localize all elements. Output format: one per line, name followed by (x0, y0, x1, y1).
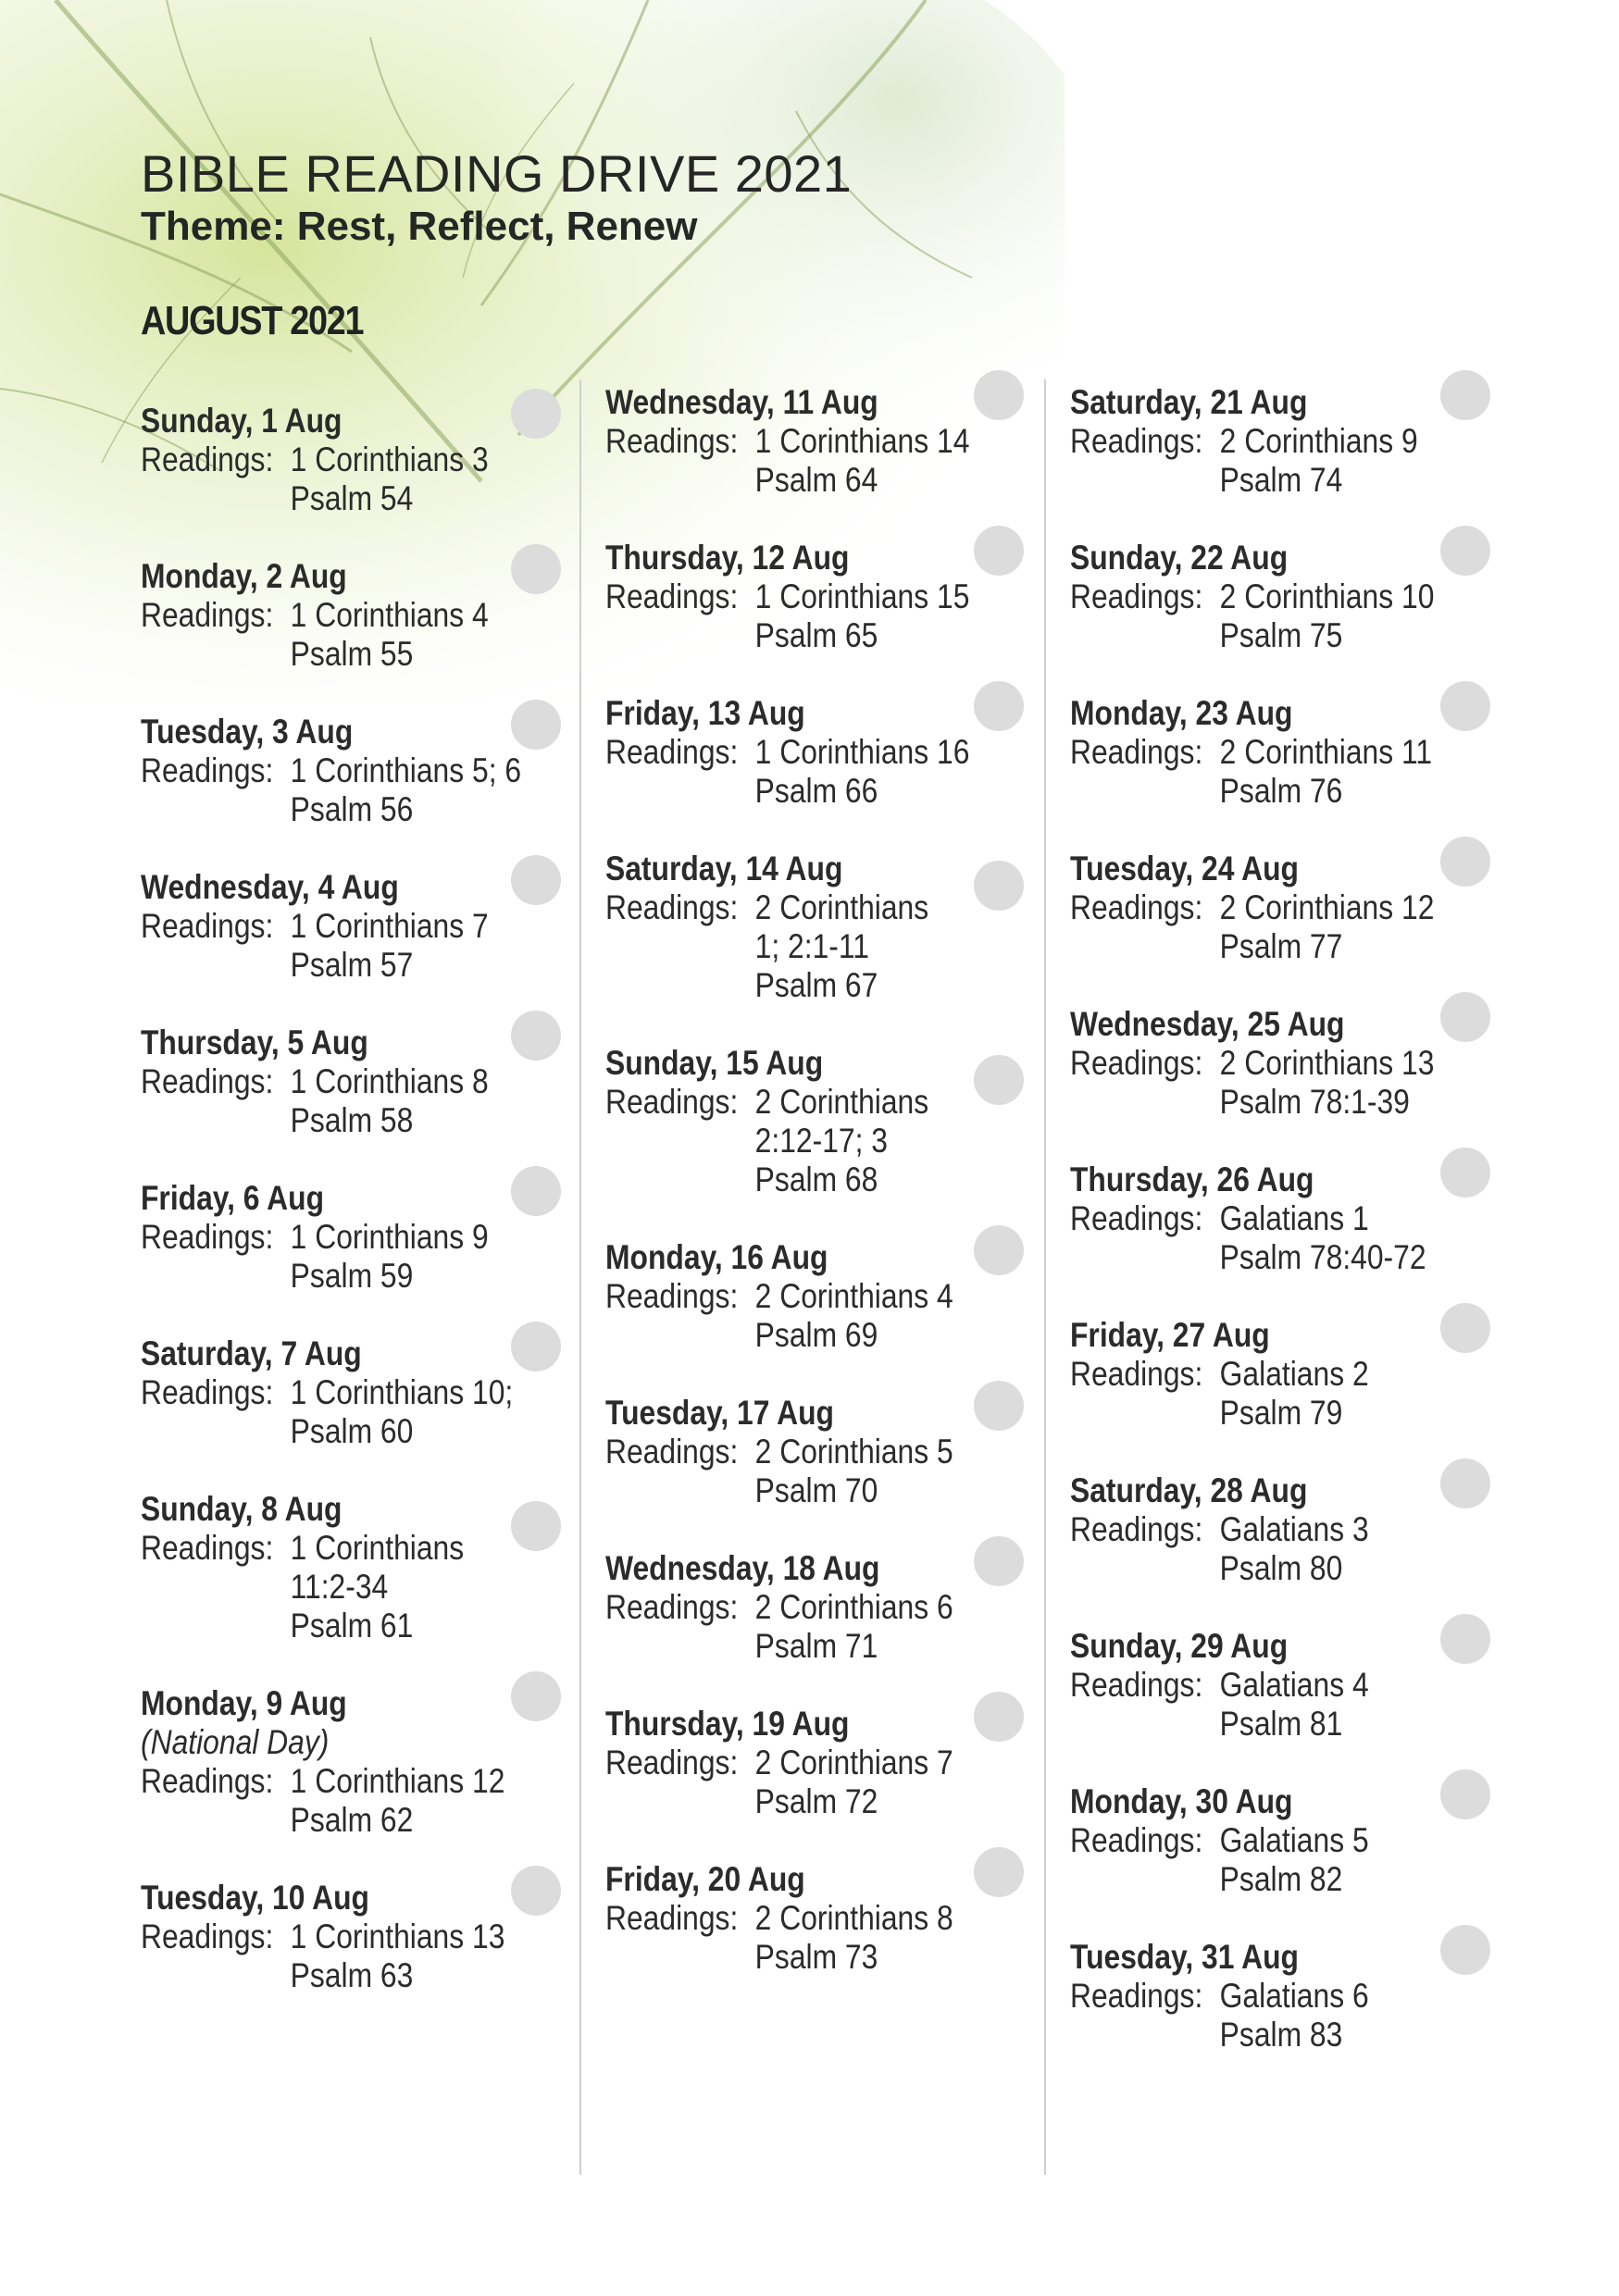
day-heading: Monday, 16 Aug (605, 1238, 828, 1276)
day-heading: Sunday, 8 Aug (141, 1490, 342, 1528)
completion-checkbox[interactable] (1440, 1458, 1490, 1508)
day-heading: Sunday, 22 Aug (1070, 539, 1289, 577)
reading-line (605, 888, 988, 927)
reading-text: Galatians 6 (1219, 1977, 1369, 2015)
reading-continuation: Psalm 67 (754, 966, 878, 1004)
day-heading: Wednesday, 18 Aug (605, 1549, 880, 1587)
readings-label: Readings: (1070, 888, 1203, 926)
reading-line (1070, 1199, 1452, 1238)
readings-label: Readings: (1070, 1510, 1203, 1548)
reading-entry (605, 1394, 1050, 1510)
completion-checkbox[interactable] (974, 1536, 1024, 1586)
readings-label: Readings: (605, 1588, 739, 1626)
readings-label: Readings: (605, 1083, 739, 1121)
reading-text: 1 Corinthians 9 (290, 1218, 489, 1256)
reading-entry (141, 1179, 585, 1296)
reading-line (1070, 1355, 1452, 1394)
reading-text: 1 Corinthians 12 (290, 1762, 505, 1800)
reading-entry (605, 1044, 1050, 1199)
reading-continuation: Psalm 75 (1219, 616, 1343, 654)
reading-line (605, 577, 988, 616)
reading-text: 1 Corinthians 4 (290, 596, 489, 634)
completion-checkbox[interactable] (1440, 370, 1490, 420)
completion-checkbox[interactable] (974, 1847, 1024, 1897)
day-heading: Friday, 13 Aug (605, 694, 805, 732)
reading-continuation: Psalm 70 (754, 1471, 878, 1509)
day-heading: Wednesday, 11 Aug (605, 383, 878, 421)
day-heading: Saturday, 14 Aug (605, 850, 843, 887)
reading-entry (141, 402, 585, 518)
reading-continuation: Psalm 62 (290, 1801, 414, 1839)
completion-checkbox[interactable] (1440, 1614, 1490, 1664)
reading-line (1070, 1977, 1452, 2016)
reading-line (605, 1433, 988, 1471)
reading-entry (1070, 850, 1514, 966)
reading-entry (1070, 1316, 1514, 1433)
day-heading: Sunday, 15 Aug (605, 1044, 824, 1082)
reading-continuation: Psalm 56 (290, 790, 414, 828)
reading-continuation: Psalm 54 (290, 479, 414, 517)
reading-continuation: Psalm 77 (1219, 927, 1343, 965)
reading-text: 2 Corinthians 10 (1219, 577, 1435, 615)
completion-checkbox[interactable] (974, 681, 1024, 731)
readings-label: Readings: (605, 577, 739, 615)
day-heading: Saturday, 7 Aug (141, 1334, 362, 1372)
readings-label: Readings: (141, 1917, 274, 1955)
reading-continuation: Psalm 74 (1219, 461, 1343, 499)
readings-label: Readings: (141, 1062, 274, 1100)
reading-continuation: Psalm 58 (290, 1101, 414, 1139)
completion-checkbox[interactable] (974, 1225, 1024, 1275)
readings-label: Readings: (1070, 1044, 1203, 1082)
day-heading: Friday, 20 Aug (605, 1860, 805, 1898)
readings-label: Readings: (605, 733, 739, 771)
reading-continuation: 11:2-34 (290, 1568, 389, 1606)
completion-checkbox[interactable] (511, 700, 561, 750)
day-heading: Wednesday, 25 Aug (1070, 1005, 1345, 1043)
readings-label: Readings: (141, 1218, 274, 1256)
readings-label: Readings: (1070, 1355, 1203, 1393)
reading-line (1070, 1821, 1452, 1860)
completion-checkbox[interactable] (974, 861, 1024, 911)
reading-continuation: Psalm 59 (290, 1257, 414, 1295)
readings-label: Readings: (1070, 1977, 1203, 2015)
reading-continuation: 2:12-17; 3 (754, 1122, 888, 1160)
reading-entry (1070, 1471, 1514, 1588)
completion-checkbox[interactable] (1440, 1925, 1490, 1975)
completion-checkbox[interactable] (511, 1011, 561, 1061)
reading-text: 1 Corinthians 7 (290, 907, 489, 945)
reading-text: Galatians 2 (1219, 1355, 1369, 1393)
reading-entry (1070, 383, 1514, 500)
day-heading: Tuesday, 17 Aug (605, 1394, 834, 1432)
reading-continuation: Psalm 80 (1219, 1549, 1343, 1587)
completion-checkbox[interactable] (511, 1166, 561, 1216)
header (141, 144, 853, 249)
reading-text: 2 Corinthians (754, 1083, 929, 1121)
readings-label: Readings: (141, 907, 274, 945)
reading-text: 2 Corinthians 12 (1219, 888, 1435, 926)
reading-text: 2 Corinthians 4 (754, 1277, 953, 1315)
readings-label: Readings: (605, 1744, 739, 1781)
day-heading: Wednesday, 4 Aug (141, 868, 399, 906)
completion-checkbox[interactable] (1440, 1148, 1490, 1198)
completion-checkbox[interactable] (1440, 1303, 1490, 1353)
reading-entry (141, 1334, 585, 1451)
day-heading: Monday, 23 Aug (1070, 694, 1293, 732)
reading-continuation: Psalm 79 (1219, 1394, 1343, 1432)
reading-continuation: Psalm 78:40-72 (1219, 1238, 1426, 1276)
reading-continuation: Psalm 65 (754, 616, 878, 654)
reading-line (605, 422, 988, 461)
reading-entry (1070, 1160, 1514, 1277)
readings-label: Readings: (141, 596, 274, 634)
reading-line (605, 1744, 988, 1782)
reading-line (141, 1762, 523, 1801)
reading-line (1070, 1044, 1452, 1083)
day-note: (National Day) (141, 1723, 330, 1761)
readings-label: Readings: (141, 751, 274, 789)
reading-entry (605, 1860, 1050, 1977)
reading-line (141, 1529, 523, 1568)
day-heading: Thursday, 19 Aug (605, 1705, 850, 1743)
completion-checkbox[interactable] (1440, 837, 1490, 887)
reading-entry (605, 383, 1050, 500)
readings-label: Readings: (1070, 1199, 1203, 1237)
reading-text: Galatians 1 (1219, 1199, 1369, 1237)
reading-entry (1070, 1938, 1514, 2054)
completion-checkbox[interactable] (511, 1322, 561, 1371)
day-heading: Tuesday, 3 Aug (141, 713, 354, 751)
reading-line (1070, 577, 1452, 616)
reading-line (141, 1917, 523, 1956)
reading-text: Galatians 5 (1219, 1821, 1369, 1859)
completion-checkbox[interactable] (974, 1381, 1024, 1431)
completion-checkbox[interactable] (974, 370, 1024, 420)
readings-label: Readings: (141, 1762, 274, 1800)
reading-continuation: Psalm 64 (754, 461, 878, 499)
reading-entry (605, 694, 1050, 811)
day-heading: Tuesday, 31 Aug (1070, 1938, 1299, 1976)
reading-entry (1070, 539, 1514, 655)
readings-label: Readings: (141, 441, 274, 478)
readings-label: Readings: (605, 1433, 739, 1471)
reading-entry (1070, 1627, 1514, 1744)
reading-entry (141, 557, 585, 674)
day-heading: Friday, 6 Aug (141, 1179, 325, 1217)
reading-line (141, 751, 523, 790)
page-title: BIBLE READING DRIVE 2021 (141, 144, 853, 203)
reading-text: 1 Corinthians 5; 6 (290, 751, 522, 789)
readings-label: Readings: (1070, 733, 1203, 771)
completion-checkbox[interactable] (1440, 1769, 1490, 1819)
day-heading: Thursday, 12 Aug (605, 539, 850, 577)
reading-line (141, 441, 523, 479)
readings-label: Readings: (1070, 422, 1203, 460)
reading-text: 2 Corinthians 13 (1219, 1044, 1435, 1082)
reading-line (1070, 422, 1452, 461)
reading-continuation: Psalm 55 (290, 635, 414, 673)
reading-entry (141, 713, 585, 829)
reading-continuation: Psalm 76 (1219, 772, 1343, 810)
reading-text: 1 Corinthians 10; (290, 1373, 514, 1411)
completion-checkbox[interactable] (511, 1671, 561, 1721)
day-heading: Thursday, 5 Aug (141, 1024, 368, 1061)
day-heading: Monday, 9 Aug (141, 1684, 347, 1722)
reading-continuation: Psalm 81 (1219, 1705, 1343, 1743)
readings-label: Readings: (605, 1277, 739, 1315)
reading-entry (1070, 1005, 1514, 1122)
reading-line (605, 1277, 988, 1316)
reading-text: Galatians 4 (1219, 1666, 1369, 1704)
reading-entry (141, 1024, 585, 1140)
reading-entry (605, 1705, 1050, 1821)
reading-line (1070, 1510, 1452, 1549)
reading-continuation: Psalm 66 (754, 772, 878, 810)
readings-label: Readings: (1070, 1666, 1203, 1704)
reading-entry (141, 1684, 585, 1840)
readings-label: Readings: (605, 888, 739, 926)
readings-label: Readings: (605, 422, 739, 460)
reading-text: 1 Corinthians 3 (290, 441, 489, 478)
reading-line (141, 1218, 523, 1257)
reading-line (1070, 733, 1452, 772)
reading-text: 2 Corinthians 5 (754, 1433, 953, 1471)
reading-continuation: Psalm 61 (290, 1607, 414, 1644)
day-heading: Thursday, 26 Aug (1070, 1160, 1314, 1198)
reading-entry (141, 1879, 585, 1995)
completion-checkbox[interactable] (974, 1692, 1024, 1742)
reading-continuation: 1; 2:1-11 (754, 927, 869, 965)
reading-line (1070, 1666, 1452, 1705)
reading-continuation: Psalm 82 (1219, 1860, 1343, 1898)
reading-line (605, 1588, 988, 1627)
reading-line (141, 596, 523, 635)
completion-checkbox[interactable] (511, 544, 561, 594)
reading-continuation: Psalm 83 (1219, 2016, 1343, 2054)
reading-text: 1 Corinthians (290, 1529, 465, 1567)
page-subtitle: Theme: Rest, Reflect, Renew (141, 204, 698, 249)
day-heading: Saturday, 28 Aug (1070, 1471, 1308, 1509)
day-heading: Saturday, 21 Aug (1070, 383, 1308, 421)
reading-text: 2 Corinthians (754, 888, 929, 926)
reading-text: Galatians 3 (1219, 1510, 1369, 1548)
reading-line (141, 907, 523, 946)
reading-entry (605, 1549, 1050, 1666)
reading-text: 1 Corinthians 8 (290, 1062, 489, 1100)
reading-continuation: Psalm 78:1-39 (1219, 1083, 1410, 1121)
reading-text: 1 Corinthians 14 (754, 422, 970, 460)
reading-text: 2 Corinthians 6 (754, 1588, 953, 1626)
reading-continuation: Psalm 69 (754, 1316, 878, 1354)
reading-text: 2 Corinthians 11 (1219, 733, 1433, 771)
completion-checkbox[interactable] (511, 389, 561, 439)
completion-checkbox[interactable] (511, 855, 561, 905)
reading-text: 2 Corinthians 9 (1219, 422, 1418, 460)
day-heading: Tuesday, 10 Aug (141, 1879, 369, 1917)
reading-entry (605, 1238, 1050, 1355)
readings-label: Readings: (141, 1373, 274, 1411)
reading-line (605, 1899, 988, 1938)
month-heading: AUGUST 2021 (141, 298, 364, 343)
reading-text: 1 Corinthians 16 (754, 733, 970, 771)
reading-line (605, 733, 988, 772)
reading-line (605, 1083, 988, 1122)
reading-text: 2 Corinthians 7 (754, 1744, 953, 1781)
readings-label: Readings: (141, 1529, 274, 1567)
completion-checkbox[interactable] (511, 1866, 561, 1916)
readings-label: Readings: (1070, 1821, 1203, 1859)
reading-continuation: Psalm 72 (754, 1782, 878, 1820)
reading-continuation: Psalm 60 (290, 1412, 414, 1450)
reading-line (1070, 888, 1452, 927)
reading-line (141, 1373, 523, 1412)
reading-text: 1 Corinthians 15 (754, 577, 970, 615)
reading-continuation: Psalm 63 (290, 1956, 414, 1994)
day-heading: Monday, 30 Aug (1070, 1782, 1293, 1820)
completion-checkbox[interactable] (1440, 681, 1490, 731)
completion-checkbox[interactable] (1440, 526, 1490, 576)
completion-checkbox[interactable] (974, 1055, 1024, 1105)
reading-text: 2 Corinthians 8 (754, 1899, 953, 1937)
reading-entry (141, 1490, 585, 1645)
day-heading: Friday, 27 Aug (1070, 1316, 1270, 1354)
reading-line (141, 1062, 523, 1101)
reading-continuation: Psalm 73 (754, 1938, 878, 1976)
reading-continuation: Psalm 68 (754, 1160, 878, 1198)
day-heading: Monday, 2 Aug (141, 557, 347, 595)
reading-entry (605, 539, 1050, 655)
reading-entry (605, 850, 1050, 1005)
day-heading: Sunday, 29 Aug (1070, 1627, 1289, 1665)
completion-checkbox[interactable] (1440, 992, 1490, 1042)
reading-continuation: Psalm 57 (290, 946, 414, 984)
day-heading: Sunday, 1 Aug (141, 402, 342, 440)
reading-entry (141, 868, 585, 985)
completion-checkbox[interactable] (511, 1501, 561, 1551)
reading-entry (1070, 1782, 1514, 1899)
reading-text: 1 Corinthians 13 (290, 1917, 505, 1955)
reading-continuation: Psalm 71 (754, 1627, 878, 1665)
day-heading: Tuesday, 24 Aug (1070, 850, 1299, 887)
readings-label: Readings: (605, 1899, 739, 1937)
reading-entry (1070, 694, 1514, 811)
readings-label: Readings: (1070, 577, 1203, 615)
completion-checkbox[interactable] (974, 526, 1024, 576)
